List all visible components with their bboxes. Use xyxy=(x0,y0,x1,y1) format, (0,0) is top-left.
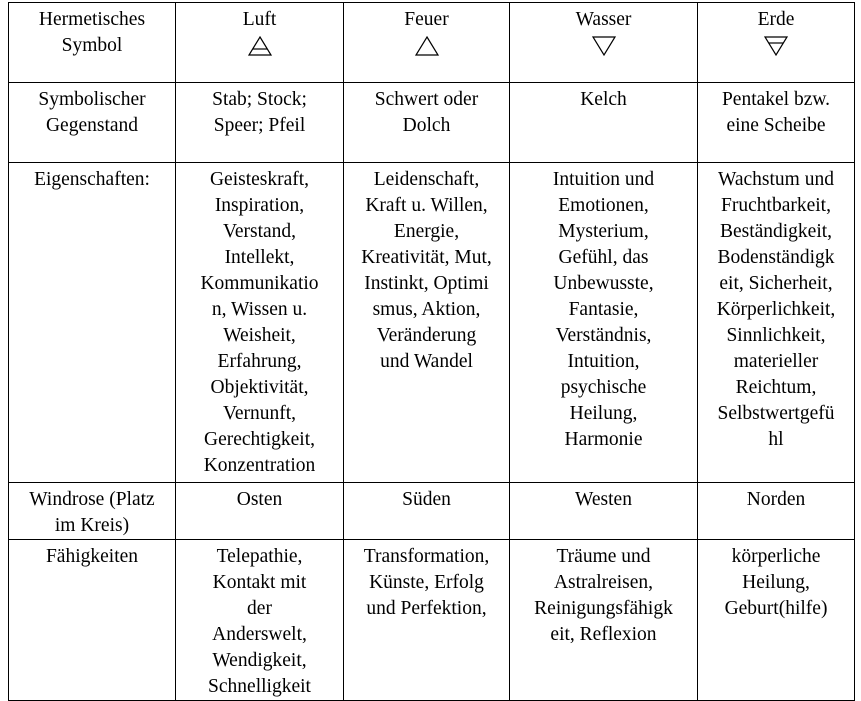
header-row xyxy=(9,3,855,83)
row-header: Eigenschaften: xyxy=(9,163,176,483)
cell-feuer: Schwert oder Dolch xyxy=(344,83,510,163)
header-cell-erde: Erde xyxy=(698,3,855,83)
row-windrose xyxy=(9,483,855,540)
header-cell-luft: Luft xyxy=(176,3,344,83)
row-gegenstand xyxy=(9,83,855,163)
water-triangle-icon xyxy=(591,35,617,57)
cell-wasser: Westen xyxy=(510,483,698,540)
air-triangle-icon xyxy=(247,35,273,57)
cell-wasser: Intuition und Emotionen, Mysterium, Gefühl, das Unbewusste, Fantasie, Verständnis, Intuition, psychische Heilung, Harmonie xyxy=(510,163,698,483)
header-cell-symbol: Hermetisches Symbol xyxy=(9,3,176,83)
fire-triangle-icon xyxy=(414,35,440,57)
cell-wasser: Träume und Astralreisen, Reinigungsfähigk eit, Reflexion xyxy=(510,540,698,701)
row-header: Fähigkeiten xyxy=(9,540,176,701)
row-faehigkeiten xyxy=(9,540,855,701)
cell-luft: Osten xyxy=(176,483,344,540)
elements-table xyxy=(8,2,855,701)
cell-luft: Stab; Stock; Speer; Pfeil xyxy=(176,83,344,163)
cell-luft: Geisteskraft, Inspiration, Verstand, Intellekt, Kommunikatio n, Wissen u. Weisheit, Erfahrung, Objektivität, Vernunft, Gerechtigkeit, Konzentration xyxy=(176,163,344,483)
earth-triangle-icon xyxy=(763,35,789,57)
header-cell-feuer: Feuer xyxy=(344,3,510,83)
cell-erde: Norden xyxy=(698,483,855,540)
cell-erde: körperliche Heilung, Geburt(hilfe) xyxy=(698,540,855,701)
row-header: Windrose (Platz im Kreis) xyxy=(9,483,176,540)
header-cell-wasser: Wasser xyxy=(510,3,698,83)
row-header: Symbolischer Gegenstand xyxy=(9,83,176,163)
cell-erde: Pentakel bzw. eine Scheibe xyxy=(698,83,855,163)
cell-feuer: Süden xyxy=(344,483,510,540)
cell-luft: Telepathie, Kontakt mit der Anderswelt, Wendigkeit, Schnelligkeit xyxy=(176,540,344,701)
cell-wasser: Kelch xyxy=(510,83,698,163)
cell-feuer: Transformation, Künste, Erfolg und Perfektion, xyxy=(344,540,510,701)
row-eigenschaften xyxy=(9,163,855,483)
cell-feuer: Leidenschaft, Kraft u. Willen, Energie, Kreativität, Mut, Instinkt, Optimi smus, Aktion, Veränderung und Wandel xyxy=(344,163,510,483)
cell-erde: Wachstum und Fruchtbarkeit, Beständigkeit, Bodenständigk eit, Sicherheit, Körperlichkeit, Sinnlichkeit, materieller Reichtum, Selbstwertgefü hl xyxy=(698,163,855,483)
